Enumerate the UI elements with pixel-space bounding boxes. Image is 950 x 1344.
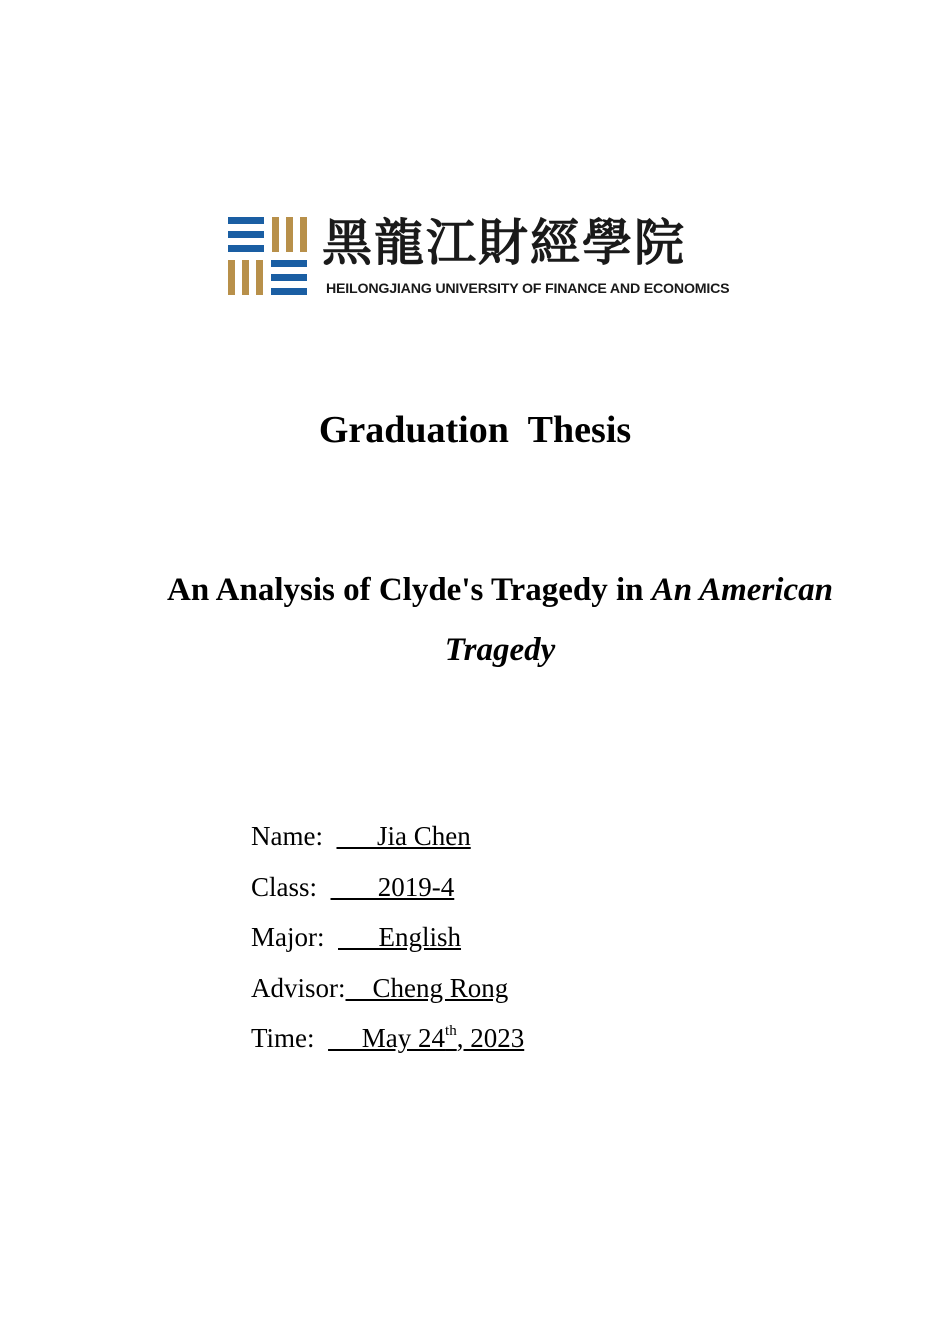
advisor-label: Advisor: [251,972,346,1003]
time-label: Time: [251,1023,315,1053]
logo-english-name: HEILONGJIANG UNIVERSITY OF FINANCE AND ECONOMICS [326,281,730,297]
info-row-time [251,1017,524,1068]
time-value-year: , 2023 [456,1023,525,1053]
major-value: English [338,922,462,952]
name-label: Name: [251,821,323,851]
time-value-suffix: th [445,1023,457,1039]
info-row-class [251,866,524,917]
major-label: Major: [251,922,325,952]
info-row-major [251,916,524,967]
time-value-main: May 24 [328,1023,446,1053]
university-logo [228,212,773,302]
university-emblem-icon [228,217,308,297]
class-label: Class: [251,871,318,902]
info-row-advisor [251,967,524,1018]
time-value [328,1023,524,1053]
thesis-title [120,560,880,680]
class-value: 2019-4 [330,871,455,902]
thesis-title-italic: An American Tragedy [444,572,833,668]
advisor-value: Cheng Rong [345,972,509,1003]
name-value: Jia Chen [336,821,471,851]
thesis-heading: Graduation Thesis [318,409,632,451]
thesis-title-text: An Analysis of Clyde's Tragedy in [167,572,652,608]
logo-chinese-name: 黑龍江財經學院 [322,213,686,272]
info-row-name [251,815,524,866]
student-info [251,815,524,1068]
